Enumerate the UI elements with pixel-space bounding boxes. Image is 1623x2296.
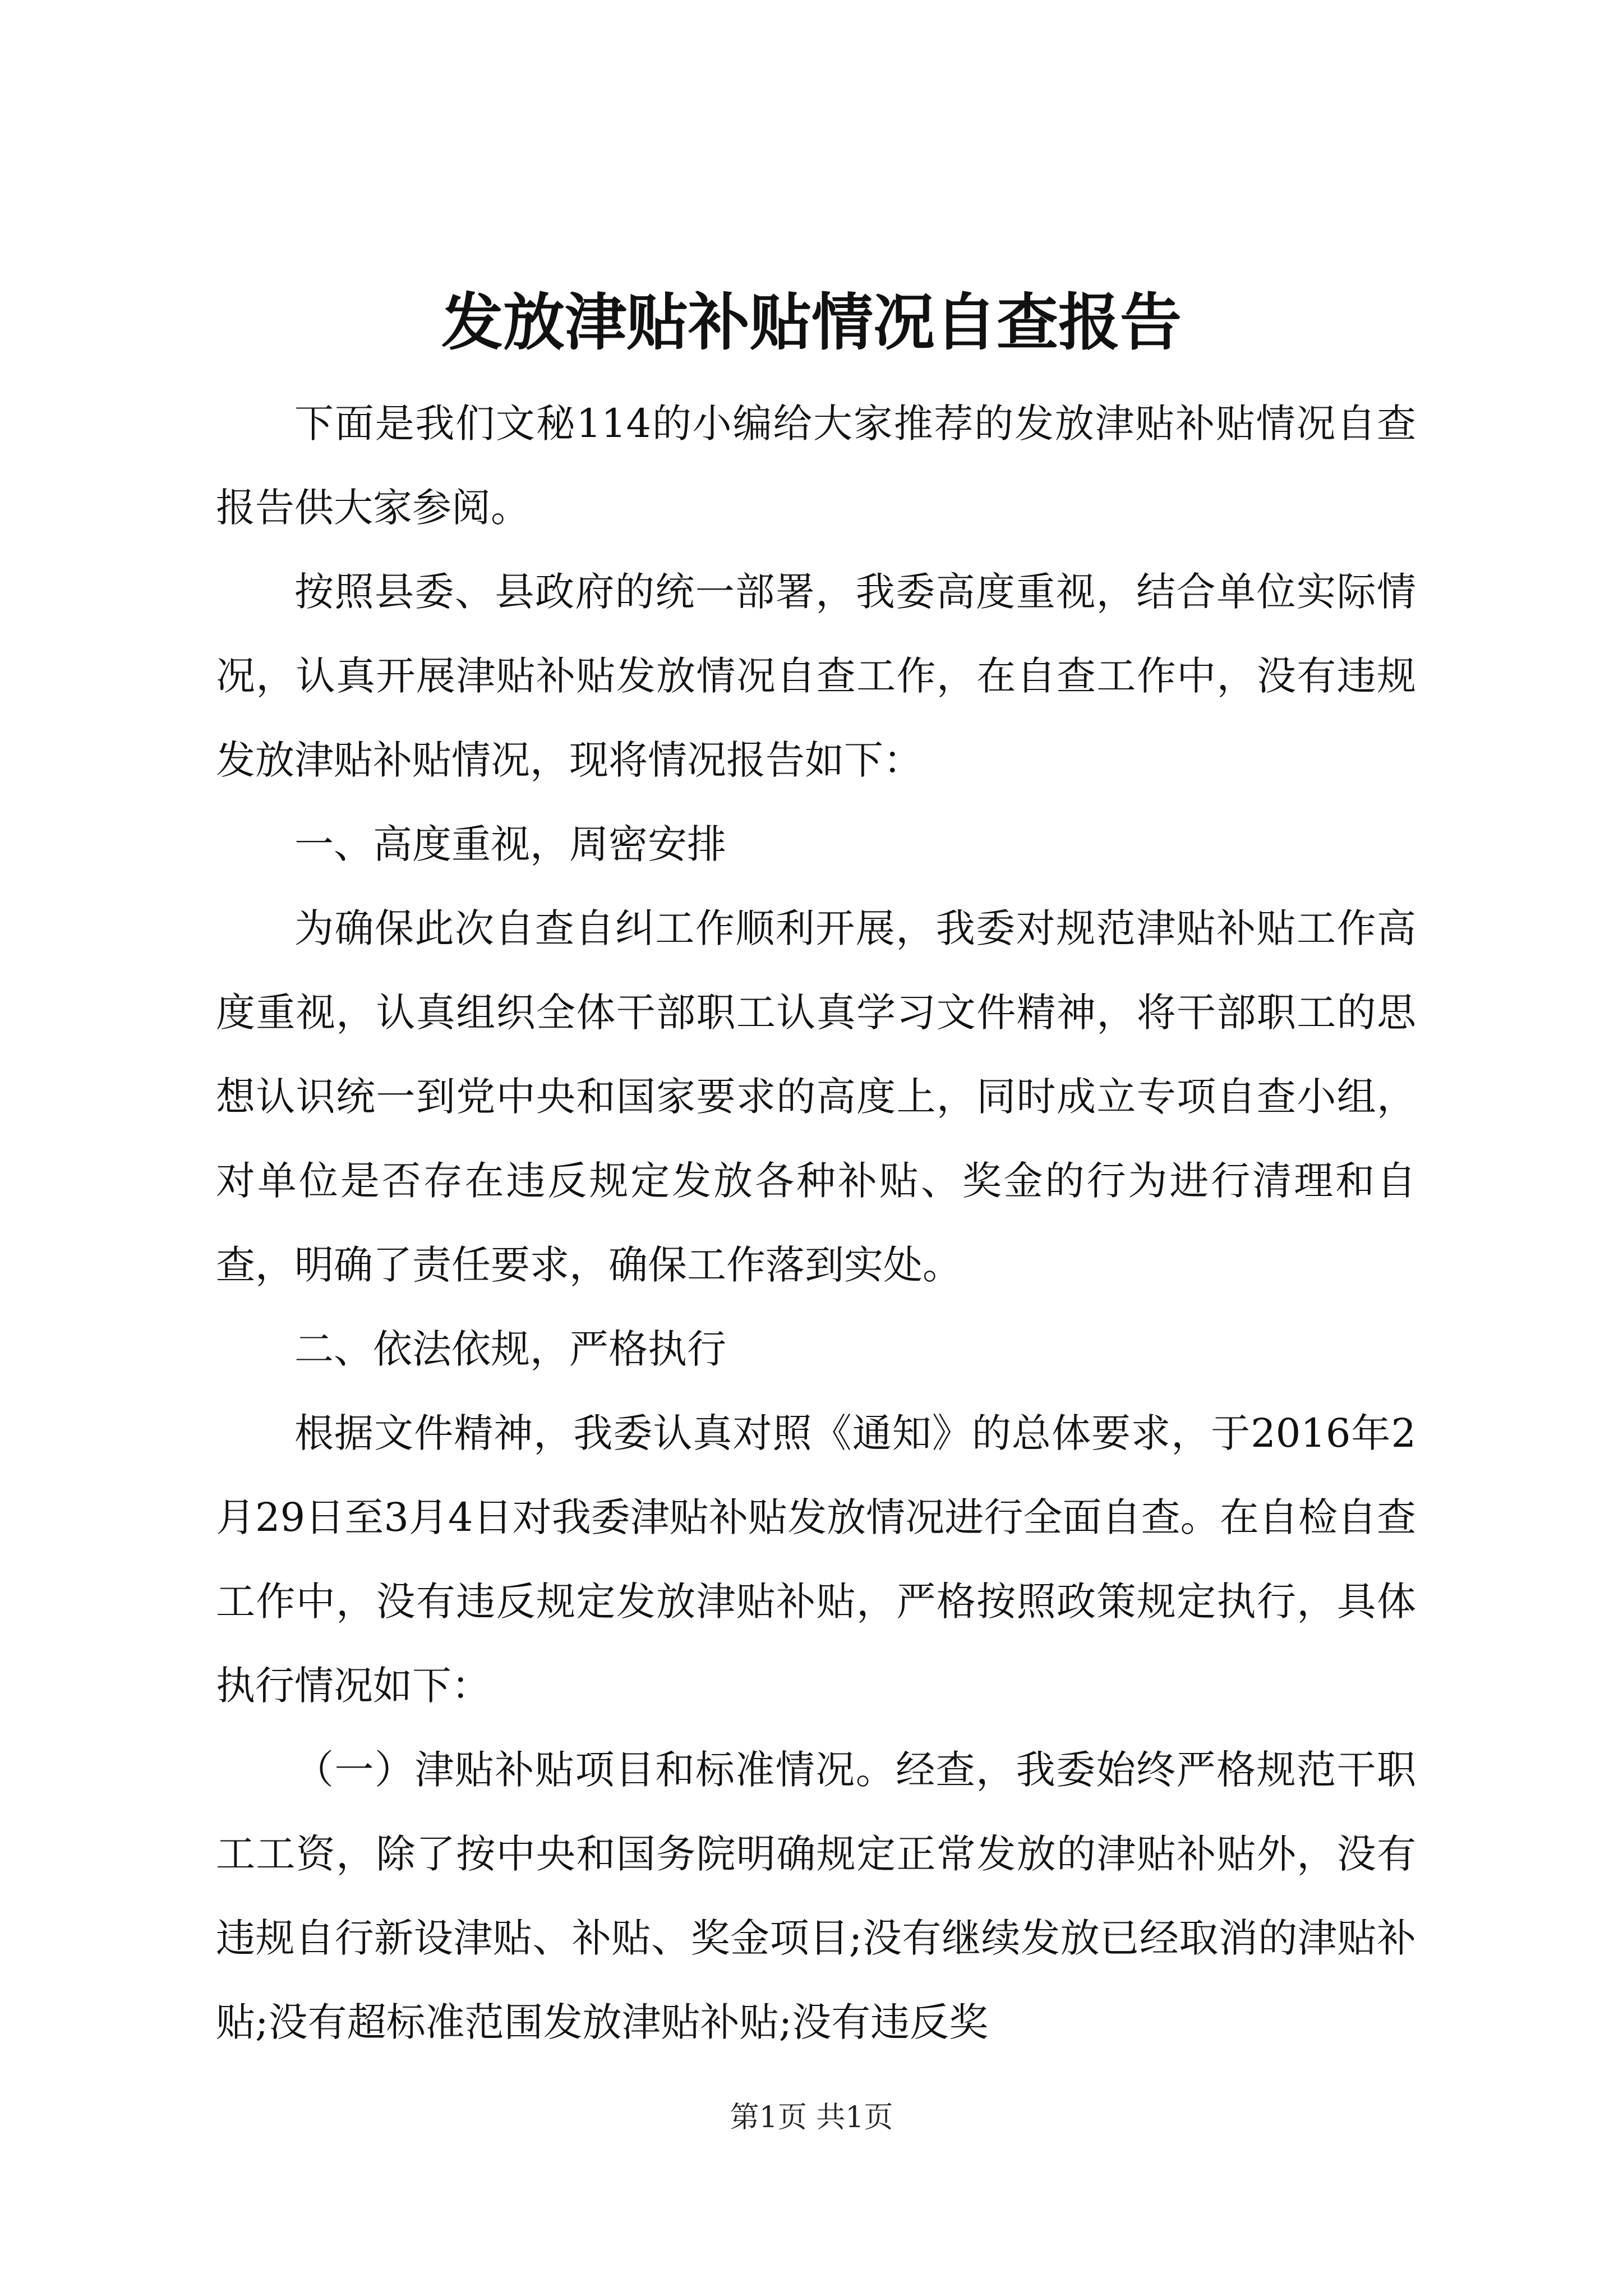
paragraph-overview: 按照县委、县政府的统一部署，我委高度重视，结合单位实际情况，认真开展津贴补贴发放情况自查工作，在自查工作中，没有违规发放津贴补贴情况，现将情况报告如下： [216,569,1416,783]
paragraph-intro: 下面是我们文秘114的小编给大家推荐的发放津贴补贴情况自查报告供大家参阅。 [216,401,1416,531]
document-title: 发放津贴补贴情况自查报告 [441,286,1182,358]
paragraph-subsection-1: （一）津贴补贴项目和标准情况。经查，我委始终严格规范干职工工资，除了按中央和国务院明确规定正常发放的津贴补贴外，没有违规自行新设津贴、补贴、奖金项目;没有继续发放已经取消的津贴补贴;没有超标准范围发放津贴补贴;没有违反奖 [216,1747,1416,2045]
page-footer: 第1页 共1页 [730,2101,893,2134]
paragraph-section-1: 为确保此次自查自纠工作顺利开展，我委对规范津贴补贴工作高度重视，认真组织全体干部职工认真学习文件精神，将干部职工的思想认识统一到党中央和国家要求的高度上，同时成立专项自查小组，对单位是否存在违反规定发放各种补贴、奖金的行为进行清理和自查，明确了责任要求，确保工作落到实处。 [216,905,1416,1288]
paragraph-section-2: 根据文件精神，我委认真对照《通知》的总体要求，于2016年2月29日至3月4日对我委津贴补贴发放情况进行全面自查。在自检自查工作中，没有违反规定发放津贴补贴，严格按照政策规定执行，具体执行情况如下： [216,1410,1416,1709]
section-heading-2: 二、依法依规，严格执行 [294,1326,726,1372]
section-heading-1: 一、高度重视，周密安排 [294,821,726,867]
document-body [216,381,1416,2064]
